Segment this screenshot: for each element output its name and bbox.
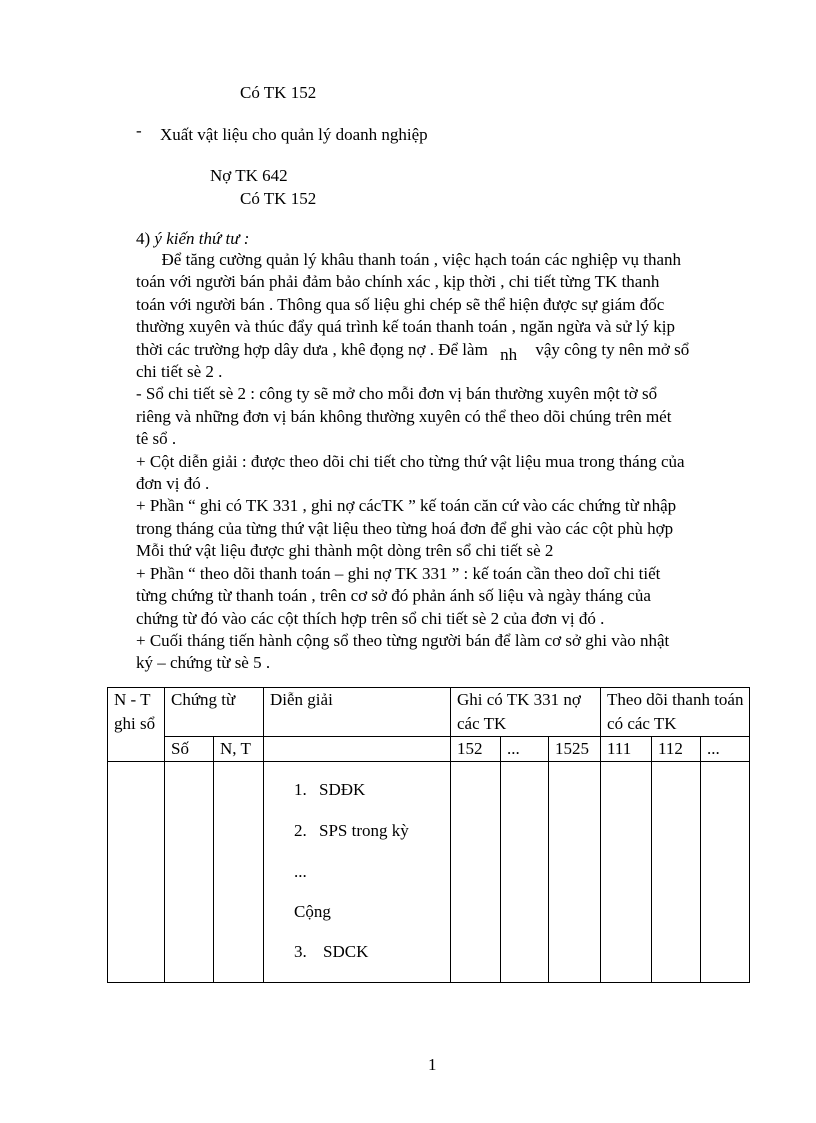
subheader-1525: 1525 — [549, 737, 601, 762]
body-cell — [451, 762, 501, 983]
para-line: trong tháng của từng thứ vật liệu theo từng hoá đơn để ghi vào các cột phù hợp — [136, 518, 674, 538]
para-line-part: vậy công ty nên mở sổ — [535, 339, 690, 359]
para-line — [136, 339, 740, 364]
para-line: đơn vị đó . — [136, 474, 210, 494]
item-label: SDCK — [323, 942, 369, 961]
body-cell — [701, 762, 750, 983]
item-sdck — [294, 940, 368, 964]
subheader-so: Số — [165, 737, 214, 762]
para-line: + Phần “ theo dõi thanh toán – ghi nợ TK 331 ” : kế toán cần theo doĩ chi tiết — [136, 563, 661, 583]
header-dien-giai: Diễn giải — [264, 688, 451, 737]
para-line: - Sổ chi tiết sè 2 : công ty sẽ mở cho mỗi đơn vị bán thường xuyên một tờ sổ — [136, 384, 658, 404]
header-theo-doi: Theo dõi thanh toán có các TK — [601, 688, 750, 737]
header-nt-ghi-so: N - T ghi sổ — [108, 688, 165, 762]
header-chung-tu: Chứng từ — [165, 688, 264, 737]
text-no-tk-642: Nợ TK 642 — [210, 166, 288, 185]
subheader-dots-a: ... — [501, 737, 549, 762]
text-co-tk-152-b: Có TK 152 — [240, 189, 317, 208]
item-number: 1. — [294, 780, 307, 799]
body-cell — [165, 762, 214, 983]
section-heading — [136, 229, 249, 249]
bullet-mark: - — [136, 121, 142, 140]
section-title: ý kiến thứ tư : — [154, 229, 250, 248]
para-line: ký – chứng từ sè 5 . — [136, 653, 271, 673]
para-line: toán với người bán . Thông qua số liệu ghi chép sẽ thể hiện được sự giám đốc — [136, 294, 665, 314]
item-sps — [294, 819, 409, 843]
body-cell — [214, 762, 264, 983]
item-number: 2. — [294, 821, 307, 840]
para-line-part: thời các trường hợp dây dưa , khê đọng nợ . Để làm — [136, 339, 488, 359]
subheader-dots-b: ... — [701, 737, 750, 762]
text-co-tk-152-a: Có TK 152 — [240, 83, 317, 102]
body-cell — [652, 762, 701, 983]
para-line: chi tiết sè 2 . — [136, 362, 223, 382]
text-xuat-vat-lieu: Xuất vật liệu cho quản lý doanh nghiệp — [160, 125, 428, 144]
para-line: thường xuyên và thúc đẩy quá trình kế toán thanh toán , ngăn ngừa và sử lý kịp — [136, 317, 675, 337]
item-number: 3. — [294, 942, 307, 961]
body-paragraph — [136, 249, 740, 675]
para-line: + Cột diễn giải : được theo dõi chi tiết cho từng thứ vật liệu mua trong tháng của — [136, 451, 685, 471]
item-sddk — [294, 778, 365, 802]
body-cell — [601, 762, 652, 983]
subheader-nt: N, T — [214, 737, 264, 762]
body-cell — [549, 762, 601, 983]
para-line: + Cuối tháng tiến hành cộng sổ theo từng người bán để làm cơ sở ghi vào nhật — [136, 630, 670, 650]
para-line: + Phần “ ghi có TK 331 , ghi nợ cácTK ” kế toán căn cứ vào các chứng từ nhập — [136, 496, 677, 516]
para-line: chứng từ đó vào các cột thích hợp trên sổ chi tiết sè 2 của đơn vị đó . — [136, 608, 605, 628]
body-cell — [108, 762, 165, 983]
ledger-table — [107, 687, 750, 983]
para-line: riêng và những đơn vị bán không thường xuyên có thể theo dõi chúng trên mét — [136, 406, 672, 426]
para-line: tê sổ . — [136, 429, 177, 449]
subheader-152: 152 — [451, 737, 501, 762]
item-dots: ... — [294, 862, 307, 881]
para-line: Mỗi thứ vật liệu được ghi thành một dòng trên sổ chi tiết sè 2 — [136, 541, 554, 561]
subheader-112: 112 — [652, 737, 701, 762]
item-label: SDĐK — [319, 780, 366, 799]
header-ghi-co: Ghi có TK 331 nợ các TK — [451, 688, 601, 737]
para-line: Để tăng cường quản lý khâu thanh toán , việc hạch toán các nghiệp vụ thanh — [136, 250, 682, 269]
para-line: từng chứng từ thanh toán , trên cơ sở đó phản ánh số liệu và ngày tháng của — [136, 586, 651, 606]
para-line: toán với người bán phải đảm bảo chính xác , kịp thời , chi tiết từng TK thanh — [136, 272, 660, 292]
body-cell — [501, 762, 549, 983]
subheader-dien-giai — [264, 737, 451, 762]
item-label: SPS trong kỳ — [319, 821, 409, 840]
section-number: 4) — [136, 229, 151, 248]
page-number: 1 — [428, 1055, 437, 1074]
item-cong: Cộng — [294, 902, 331, 921]
subheader-111: 111 — [601, 737, 652, 762]
para-subscript-nh: nh — [500, 344, 518, 364]
